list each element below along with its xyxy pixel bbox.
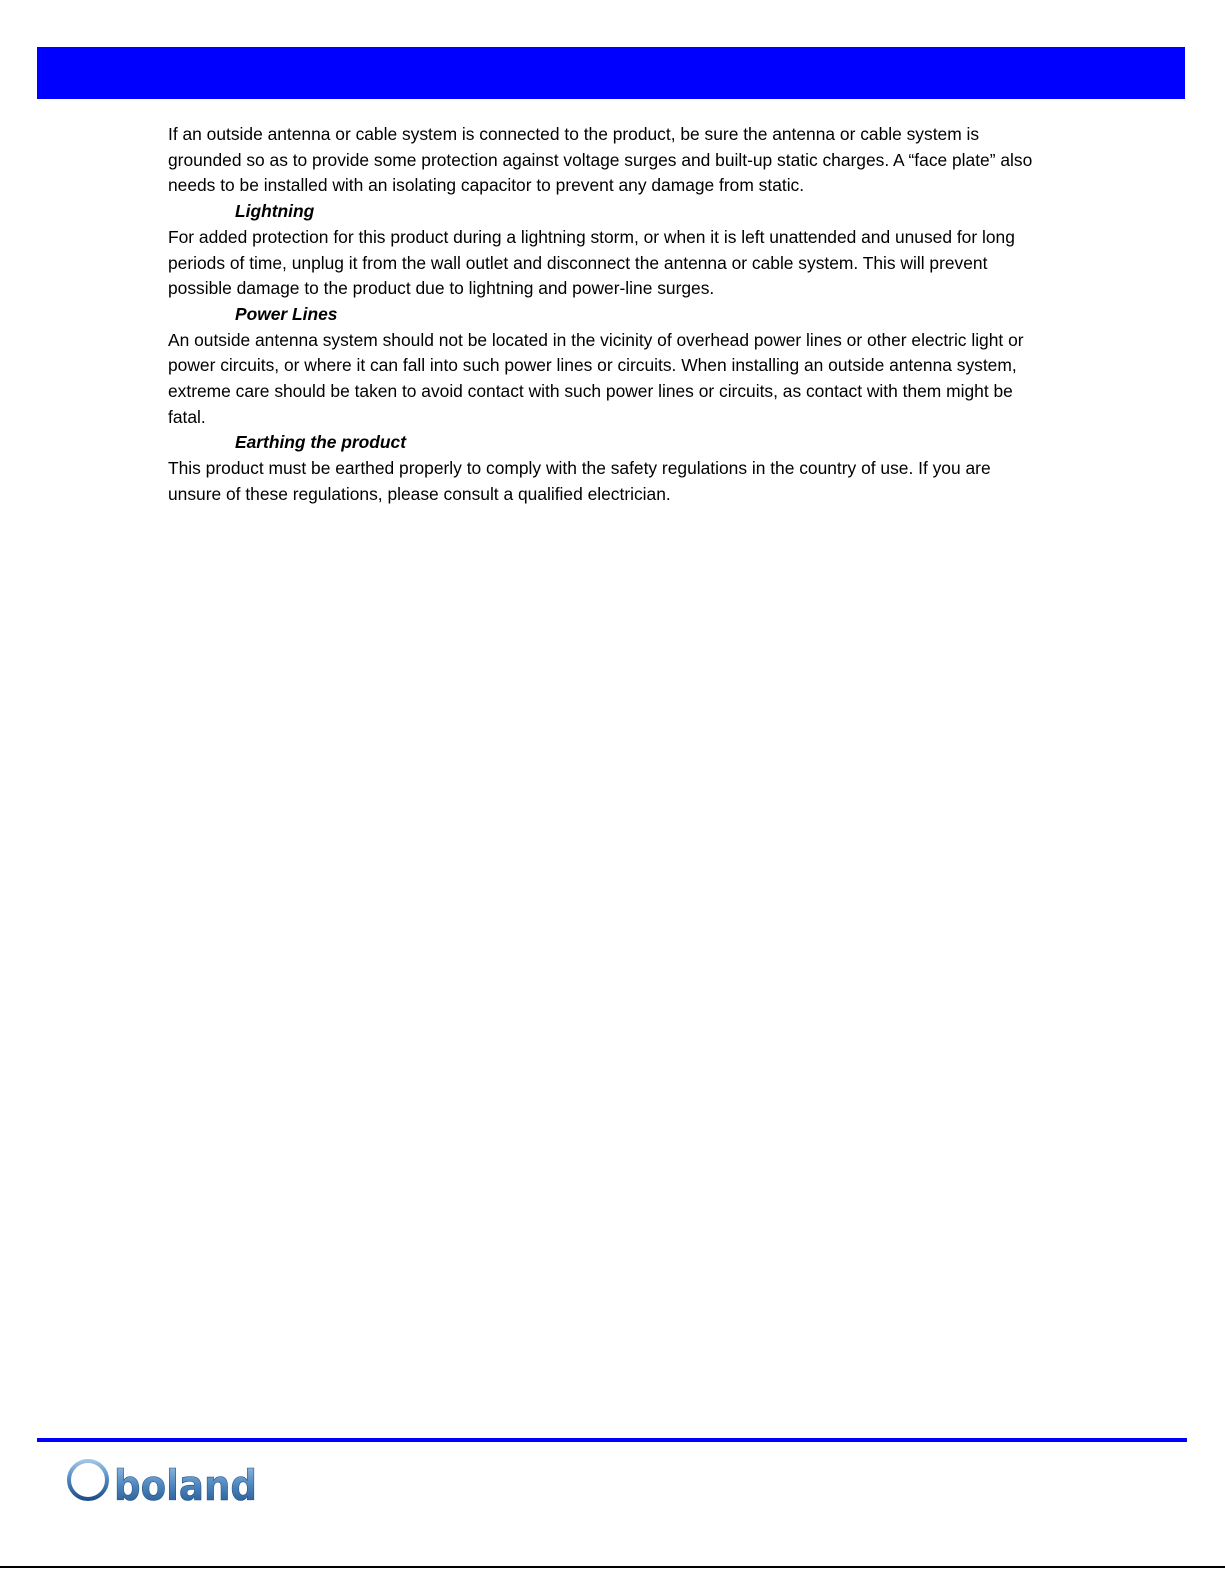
logo-wordmark: boland — [114, 1461, 257, 1510]
intro-paragraph: If an outside antenna or cable system is connected to the product, be sure the antenna or cable system is grounded so as to provide some protection against voltage surges and built-up static charges. A “face plate” also needs to be installed with an isolating capacitor to prevent any damage from static. — [168, 124, 1033, 196]
header-bar — [37, 47, 1185, 99]
crosshair-circle-icon — [69, 1461, 107, 1499]
section-heading-earthing: Earthing the product — [235, 432, 407, 453]
page-bottom-rule — [0, 1566, 1225, 1568]
section-heading-lightning: Lightning — [235, 201, 315, 222]
document-body — [168, 122, 1048, 508]
section-heading-power-lines: Power Lines — [235, 303, 338, 324]
section-text-earthing: This product must be earthed properly to comply with the safety regulations in the country of use. If you are unsure of these regulations, please consult a qualified electrician. — [168, 458, 991, 504]
section-text-lightning: For added protection for this product during a lightning storm, or when it is left unattended and unused for long periods of time, unplug it from the wall outlet and disconnect the antenna or cable system. This will prevent possible damage to the product due to lightning and power-line surges. — [168, 226, 1015, 299]
footer-rule — [37, 1438, 1187, 1442]
section-text-power-lines: An outside antenna system should not be located in the vicinity of overhead power lines or other electric light or power circuits, or where it can fall into such power lines or circuits. When installing an outside antenna system, extreme care should be taken to avoid contact with such power lines or circuits, as contact with them might be fatal. — [168, 329, 1024, 427]
boland-logo — [62, 1452, 272, 1512]
